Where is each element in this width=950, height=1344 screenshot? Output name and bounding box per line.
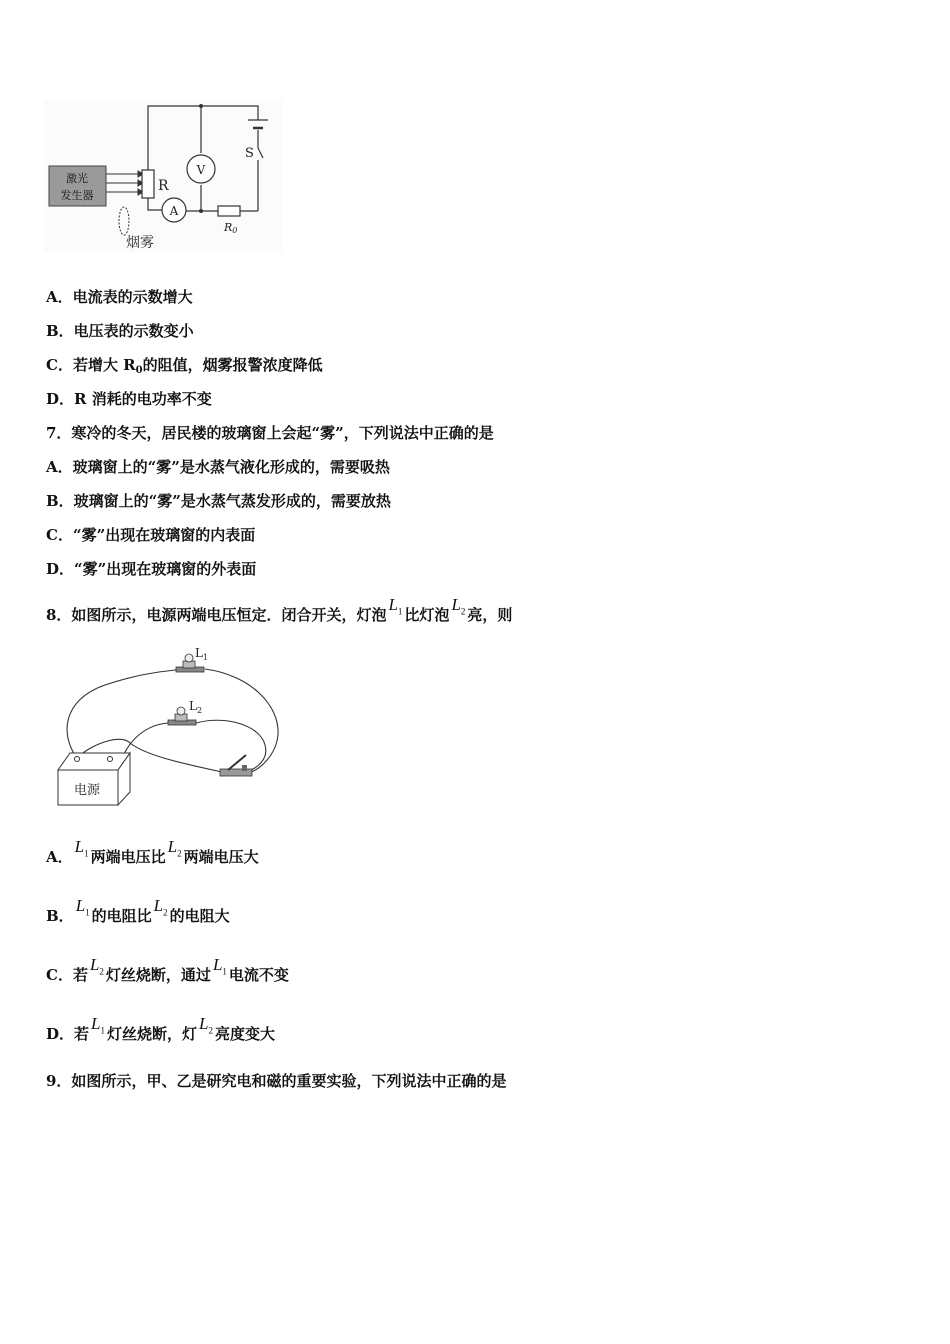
q7-option-d: D．“雾”出现在玻璃窗的外表面 xyxy=(46,560,257,578)
q8-option-a: A．$L_1$ 两端电压比$L_2$ 两端电压大 xyxy=(46,837,259,866)
q8-stem-l2: $L_2$ xyxy=(451,595,466,617)
switch-label: S xyxy=(245,146,254,161)
q8-c-l2: $L_2$ xyxy=(89,955,104,977)
q8-b-l1: $L_1$ xyxy=(75,896,90,918)
q8-a-l1: $L_1$ xyxy=(74,837,89,859)
smoke-label: 烟雾 xyxy=(126,235,154,251)
power-supply-label: 电源 xyxy=(73,783,101,798)
q7-option-c: C．“雾”出现在玻璃窗的内表面 xyxy=(46,526,256,544)
q8-d-l1: $L_1$ xyxy=(91,1014,105,1036)
knife-switch xyxy=(220,755,252,776)
resistor-r-label: R xyxy=(158,178,169,194)
q6-c-post: 的阻值，烟雾报警浓度降低 xyxy=(142,356,323,374)
q8-option-d: D．若$L_1$ 灯丝烧断，灯$L_2$ 亮度变大 xyxy=(46,1014,275,1043)
q7-option-a: A．玻璃窗上的“雾”是水蒸气液化形成的，需要吸热 xyxy=(46,458,390,476)
q8-stem-part3: 亮，则 xyxy=(467,606,513,624)
q6-c-sub: 0 xyxy=(135,365,143,376)
q6-option-c xyxy=(46,354,323,376)
q8-c-l1: $L_1$ xyxy=(212,955,227,977)
q8-option-b: B．$L_1$ 的电阻比$L_2$ 的电阻大 xyxy=(46,896,230,925)
q8-d-l2: $L_2$ xyxy=(199,1014,213,1036)
laser-label-line2: 发生器 xyxy=(60,189,94,202)
photo-resistor-r xyxy=(142,170,154,198)
q7-stem: 7．寒冷的冬天，居民楼的玻璃窗上会起“雾”，下列说法中正确的是 xyxy=(46,424,494,442)
q6-option-b: B．电压表的示数变小 xyxy=(46,322,194,340)
bulb-l1-label: $L_1$ xyxy=(195,646,209,662)
ammeter-label: A xyxy=(169,204,179,218)
fixed-resistor-r0 xyxy=(218,206,240,216)
q6-c-pre: C．若增大 R xyxy=(46,356,136,374)
q8-stem-l1: $L_1$ xyxy=(388,595,403,617)
q6-option-a: A．电流表的示数增大 xyxy=(46,288,193,306)
q9-stem: 9．如图所示，甲、乙是研究电和磁的重要实验，下列说法中正确的是 xyxy=(46,1072,507,1090)
q8-stem xyxy=(46,595,513,626)
laser-label-line1: 激光 xyxy=(66,172,88,185)
q8-a-l2: $L_2$ xyxy=(167,837,182,859)
bulb-l2-label: $L_2$ xyxy=(189,699,203,715)
two-bulb-circuit-diagram xyxy=(50,645,300,810)
q8-b-l2: $L_2$ xyxy=(153,896,168,918)
smoke-alarm-circuit-diagram xyxy=(44,100,282,252)
voltmeter-label: V xyxy=(196,163,206,177)
q8-stem-part2: 比灯泡 xyxy=(404,606,450,624)
q6-option-d: D．R 消耗的电功率不变 xyxy=(46,390,212,408)
q7-option-b: B．玻璃窗上的“雾”是水蒸气蒸发形成的，需要放热 xyxy=(46,492,391,510)
r0-label: R0 xyxy=(224,221,238,235)
q8-stem-part1: 8．如图所示，电源两端电压恒定．闭合开关，灯泡 xyxy=(46,606,387,624)
q8-option-c: C．若$L_2$ 灯丝烧断，通过$L_1$ 电流不变 xyxy=(46,955,289,984)
